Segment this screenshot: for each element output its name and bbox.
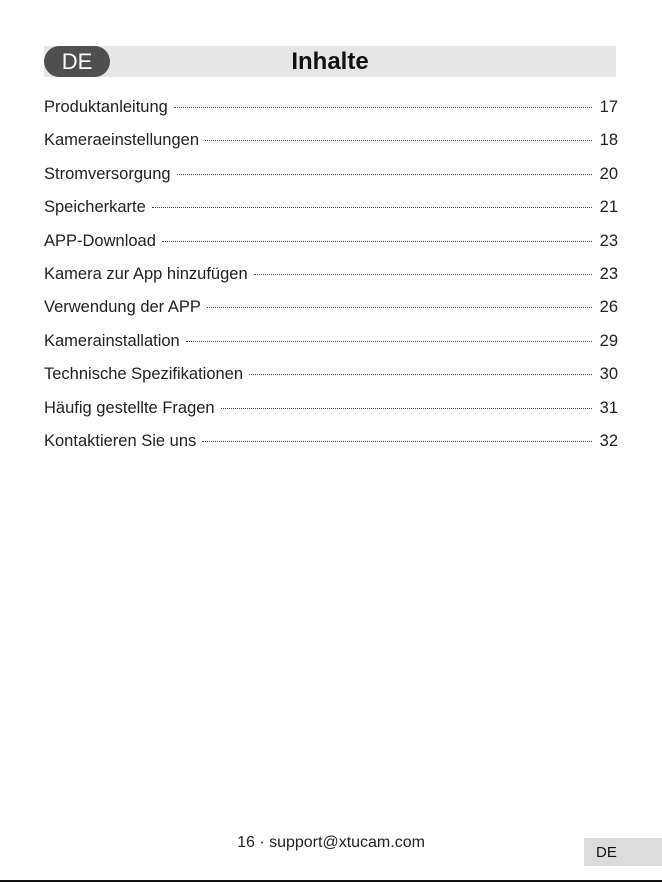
toc-entry[interactable] — [44, 165, 618, 198]
toc-entry[interactable] — [44, 432, 618, 465]
toc-entry-page: 29 — [599, 331, 618, 350]
toc-entry-page: 20 — [599, 164, 618, 183]
dot-leader — [177, 174, 592, 175]
dot-leader — [186, 341, 592, 342]
toc-entry-label: Verwendung der APP — [44, 298, 201, 317]
toc-entry-page: 30 — [599, 365, 618, 384]
footer-page-and-email: 16 · support@xtucam.com — [237, 834, 425, 851]
toc-entry-label: Technische Spezifikationen — [44, 365, 244, 384]
footer-language-tab: DE — [584, 838, 662, 866]
toc-entry-page: 23 — [599, 231, 618, 250]
toc-entry-label: Kamera zur App hinzufügen — [44, 264, 248, 283]
toc-entry-label: Stromversorgung — [44, 164, 171, 183]
dot-leader — [249, 374, 592, 375]
toc-entry-label: Kamerainstallation — [44, 331, 180, 350]
toc-entry-page: 31 — [599, 398, 618, 417]
toc-entry-page: 21 — [599, 198, 618, 217]
toc-entry[interactable] — [44, 265, 618, 298]
bottom-rule — [0, 880, 662, 882]
toc-entry-label: Kontaktieren Sie uns — [44, 431, 197, 450]
dot-leader — [174, 107, 592, 108]
toc-entry[interactable] — [44, 131, 618, 164]
dot-leader — [221, 408, 592, 409]
toc-entry-page: 17 — [599, 98, 618, 116]
dot-leader — [207, 307, 592, 308]
toc-entry-label: Häufig gestellte Fragen — [44, 398, 215, 417]
toc-entry[interactable] — [44, 98, 618, 131]
toc-entry[interactable] — [44, 399, 618, 432]
dot-leader — [254, 274, 592, 275]
dot-leader — [162, 241, 592, 242]
table-of-contents — [44, 98, 618, 465]
toc-entry-label: Kameraeinstellungen — [44, 131, 200, 150]
toc-entry[interactable] — [44, 332, 618, 365]
dot-leader — [202, 441, 592, 442]
toc-entry-label: Speicherkarte — [44, 198, 146, 217]
toc-entry[interactable] — [44, 298, 618, 331]
dot-leader — [152, 207, 592, 208]
toc-entry[interactable] — [44, 365, 618, 398]
toc-entry[interactable] — [44, 198, 618, 231]
toc-entry-label: APP-Download — [44, 231, 156, 250]
toc-entry-page: 26 — [599, 298, 618, 317]
toc-entry-page: 18 — [599, 131, 618, 150]
toc-entry[interactable] — [44, 232, 618, 265]
toc-entry-page: 32 — [599, 431, 618, 450]
page-title: Inhalte — [291, 48, 369, 75]
dot-leader — [205, 140, 592, 141]
toc-entry-label: Produktanleitung — [44, 98, 168, 116]
language-badge: DE — [44, 46, 110, 77]
toc-entry-page: 23 — [599, 264, 618, 283]
